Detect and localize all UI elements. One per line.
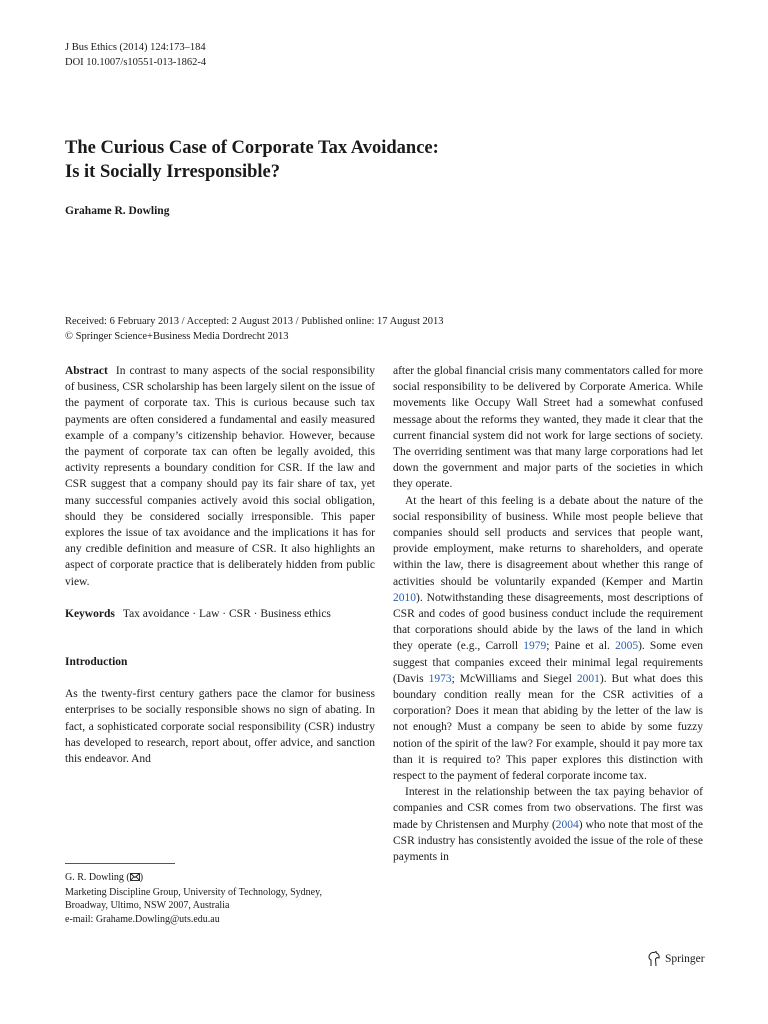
publication-history: [65, 314, 444, 344]
text-segment: ). But what does this boundary condition really mean for the CSR activities of a corporation? Does it mean that abiding by the letter of the law is not enough? Must a company be seen to abide by some fuzzy notion of the spirit of the law? For example, should it pay more tax than it is required to? This paper explores this distinction with respect to the payment of federal corporate income tax.: [393, 672, 703, 783]
abstract-text: In contrast to many aspects of the social responsibility of business, CSR scholarship has been largely silent on the issue of the payment of corporate tax. This is curious because such tax payments are often considered a fundamental and easily measured example of a company’s citizenship behavior. However, because the payment of corporate tax can often be legally avoided, this activity represents a boundary condition for CSR. If the law and CSR suggest that a company should pay its fair share of tax, yet many successful companies actively avoid this social obligation, should they be considered socially irresponsible. This paper explores the issue of tax avoidance and the implications it has for any credible definition and measure of CSR. It also highlights an aspect of corporate practice that is deliberately hidden from public view.: [65, 365, 376, 588]
left-column: [65, 363, 375, 767]
affiliation-name-line: [65, 871, 365, 886]
doi: DOI 10.1007/s10551-013-1862-4: [65, 57, 207, 68]
introduction-text: As the twenty-first century gathers pace the clamor for business enterprises to be socially responsible shows no sign of abating. In fact, a sophisticated corporate social responsibility (CSR) industry has developed to research, report about, offer advice, and sanction this endeavor. And: [65, 688, 375, 766]
journal-citation: J Bus Ethics (2014) 124:173–184: [65, 42, 206, 53]
citation-link[interactable]: 1979: [523, 640, 547, 653]
title-line-2: Is it Socially Irresponsible?: [65, 162, 280, 182]
article-title: [65, 136, 705, 184]
journal-header: [65, 40, 206, 70]
author-affiliation: [65, 871, 365, 926]
envelope-icon[interactable]: [130, 872, 140, 886]
citation-link[interactable]: 2001: [576, 672, 600, 685]
keywords-text: Tax avoidance · Law · CSR · Business ethics: [122, 607, 331, 620]
text-segment: ) who note that most of the CSR industry has consistently avoided the issue of the role of these payments in: [393, 818, 703, 864]
publisher-name: Springer: [665, 953, 705, 965]
affiliation-line-1: Marketing Discipline Group, University of Technology, Sydney,: [65, 886, 322, 898]
paragraph-3: [393, 784, 703, 865]
copyright-line: © Springer Science+Business Media Dordrecht 2013: [65, 331, 289, 342]
paragraph-2: [393, 493, 703, 785]
citation-link[interactable]: 1973: [428, 672, 452, 685]
affiliation-line-2: Broadway, Ultimo, NSW 2007, Australia: [65, 900, 230, 911]
keywords-label: Keywords: [65, 607, 115, 620]
title-line-1: The Curious Case of Corporate Tax Avoidance:: [65, 138, 439, 158]
paragraph-1: after the global financial crisis many commentators called for more social responsibility to be delivered by Corporate America. While movements like Occupy Wall Street had a somewhat confused message about the reforms they wanted, they made it clear that the current financial system did not work for large sections of society. The overriding sentiment was that many large corporations had let down the government and major parts of the societies in which they operate.: [393, 365, 703, 491]
text-segment: ). Notwithstanding these disagreements, most descriptions of CSR and codes of good business conduct include the requirement that corporations should abide by the laws of the land in which they operate (e.g., Carroll: [393, 591, 703, 653]
text-segment: At the heart of this feeling is a debate about the nature of the social responsibility of business. While most people believe that companies should sell products and services that people want, provide employment, make returns to shareholders, and operate within the law, there is disagreement about whether this range of activities should be voluntarily expanded (Kemper and Martin: [393, 494, 703, 588]
introduction-heading: Introduction: [65, 656, 128, 669]
publisher-logo: [647, 951, 705, 967]
author-name: Grahame R. Dowling: [65, 205, 170, 217]
affiliation-name-end: ): [139, 872, 144, 883]
right-column: [393, 363, 703, 865]
abstract-label: Abstract: [65, 365, 108, 377]
text-segment: ; Paine et al.: [546, 640, 616, 653]
springer-horse-icon: [647, 951, 661, 967]
text-segment: ; McWilliams and Siegel: [451, 672, 577, 685]
citation-link[interactable]: 2010: [393, 591, 416, 604]
text-segment: Interest in the relationship between the tax paying behavior of companies and CSR comes from two observations. The first was made by Christensen and Murphy (: [393, 786, 703, 831]
dates-line: Received: 6 February 2013 / Accepted: 2 August 2013 / Published online: 17 August 2013: [65, 316, 444, 327]
citation-link[interactable]: 2004: [555, 818, 579, 831]
keywords: [65, 606, 375, 622]
affiliation-name: G. R. Dowling (: [65, 872, 130, 883]
abstract: [65, 363, 375, 590]
affiliation-email[interactable]: e-mail: Grahame.Dowling@uts.edu.au: [65, 913, 220, 925]
footnote-rule: [65, 863, 175, 864]
text-segment: ). Some even suggest that companies exceed their minimal legal requirements (Davis: [393, 640, 703, 685]
citation-link[interactable]: 2005: [615, 640, 639, 653]
